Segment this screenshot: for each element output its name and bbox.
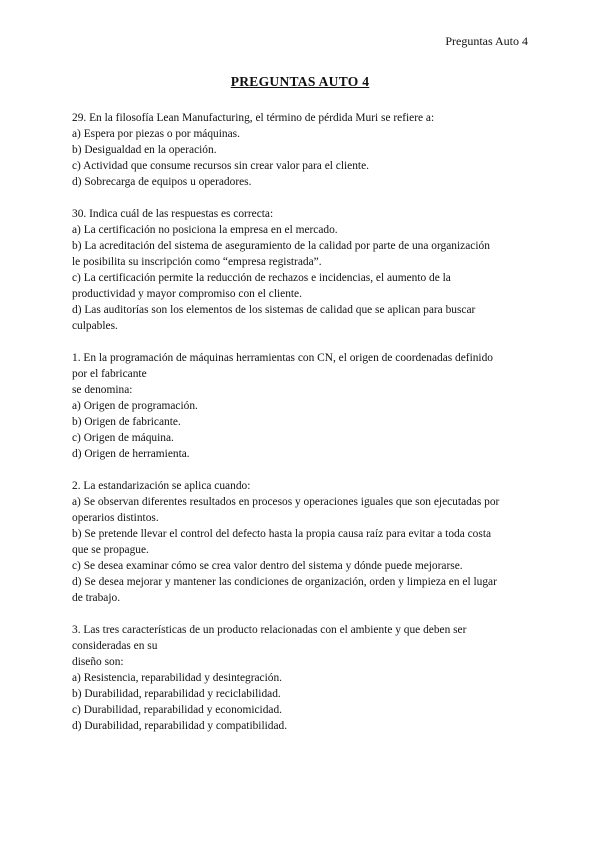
question-line: c) Durabilidad, reparabilidad y economicidad. — [72, 704, 283, 716]
question-text: 30. Indica cuál de las respuestas es correcta: — [72, 208, 274, 220]
question-line: a) La certificación no posiciona la empresa en el mercado. — [72, 224, 338, 236]
question-line: c) Actividad que consume recursos sin crear valor para el cliente. — [72, 160, 369, 172]
page-title: PREGUNTAS AUTO 4 — [230, 74, 370, 89]
question-line: operarios distintos. — [72, 512, 159, 524]
question-block — [72, 206, 532, 334]
running-header: Preguntas Auto 4 — [445, 34, 528, 48]
question-line: se denomina: — [72, 384, 133, 396]
question-line: productividad y mayor compromiso con el cliente. — [72, 288, 302, 300]
question-block — [72, 350, 532, 462]
question-line: diseño son: — [72, 656, 124, 668]
question-line: d) Durabilidad, reparabilidad y compatibilidad. — [72, 720, 288, 732]
question-line: a) Origen de programación. — [72, 400, 198, 412]
question-line: c) Se desea examinar cómo se crea valor dentro del sistema y dónde puede mejorarse. — [72, 560, 463, 572]
question-line: a) Espera por piezas o por máquinas. — [72, 128, 240, 140]
question-line: d) Las auditorías son los elementos de los sistemas de calidad que se aplican para buscar — [72, 304, 476, 316]
question-line: a) Se observan diferentes resultados en procesos y operaciones iguales que son ejecutadas por — [72, 496, 500, 508]
question-block — [72, 110, 532, 190]
question-text: 2. La estandarización se aplica cuando: — [72, 480, 251, 492]
question-line: por el fabricante — [72, 368, 147, 380]
question-block — [72, 478, 532, 606]
question-line: que se propague. — [72, 544, 149, 556]
question-line: b) Desigualdad en la operación. — [72, 144, 217, 156]
question-line: d) Origen de herramienta. — [72, 448, 190, 460]
question-line: consideradas en su — [72, 640, 158, 652]
question-line: b) Se pretende llevar el control del defecto hasta la propia causa raíz para evitar a toda costa — [72, 528, 492, 540]
question-line: c) Origen de máquina. — [72, 432, 174, 444]
question-line: b) Origen de fabricante. — [72, 416, 181, 428]
question-text: 3. Las tres características de un producto relacionadas con el ambiente y que deben ser — [72, 624, 467, 636]
question-line: a) Resistencia, reparabilidad y desintegración. — [72, 672, 283, 684]
question-text: 1. En la programación de máquinas herramientas con CN, el origen de coordenadas definido — [72, 352, 493, 364]
question-line: de trabajo. — [72, 592, 121, 604]
question-line: d) Se desea mejorar y mantener las condiciones de organización, orden y limpieza en el lugar — [72, 576, 497, 588]
question-line: b) Durabilidad, reparabilidad y reciclabilidad. — [72, 688, 281, 700]
question-block — [72, 622, 532, 734]
question-line: c) La certificación permite la reducción de rechazos e incidencias, el aumento de la — [72, 272, 451, 284]
question-text: 29. En la filosofía Lean Manufacturing, el término de pérdida Muri se refiere a: — [72, 112, 435, 124]
question-line: culpables. — [72, 320, 118, 332]
question-line: le posibilita su inscripción como “empresa registrada”. — [72, 256, 322, 268]
question-line: b) La acreditación del sistema de aseguramiento de la calidad por parte de una organización — [72, 240, 490, 252]
question-list — [72, 110, 532, 750]
question-line: d) Sobrecarga de equipos u operadores. — [72, 176, 252, 188]
